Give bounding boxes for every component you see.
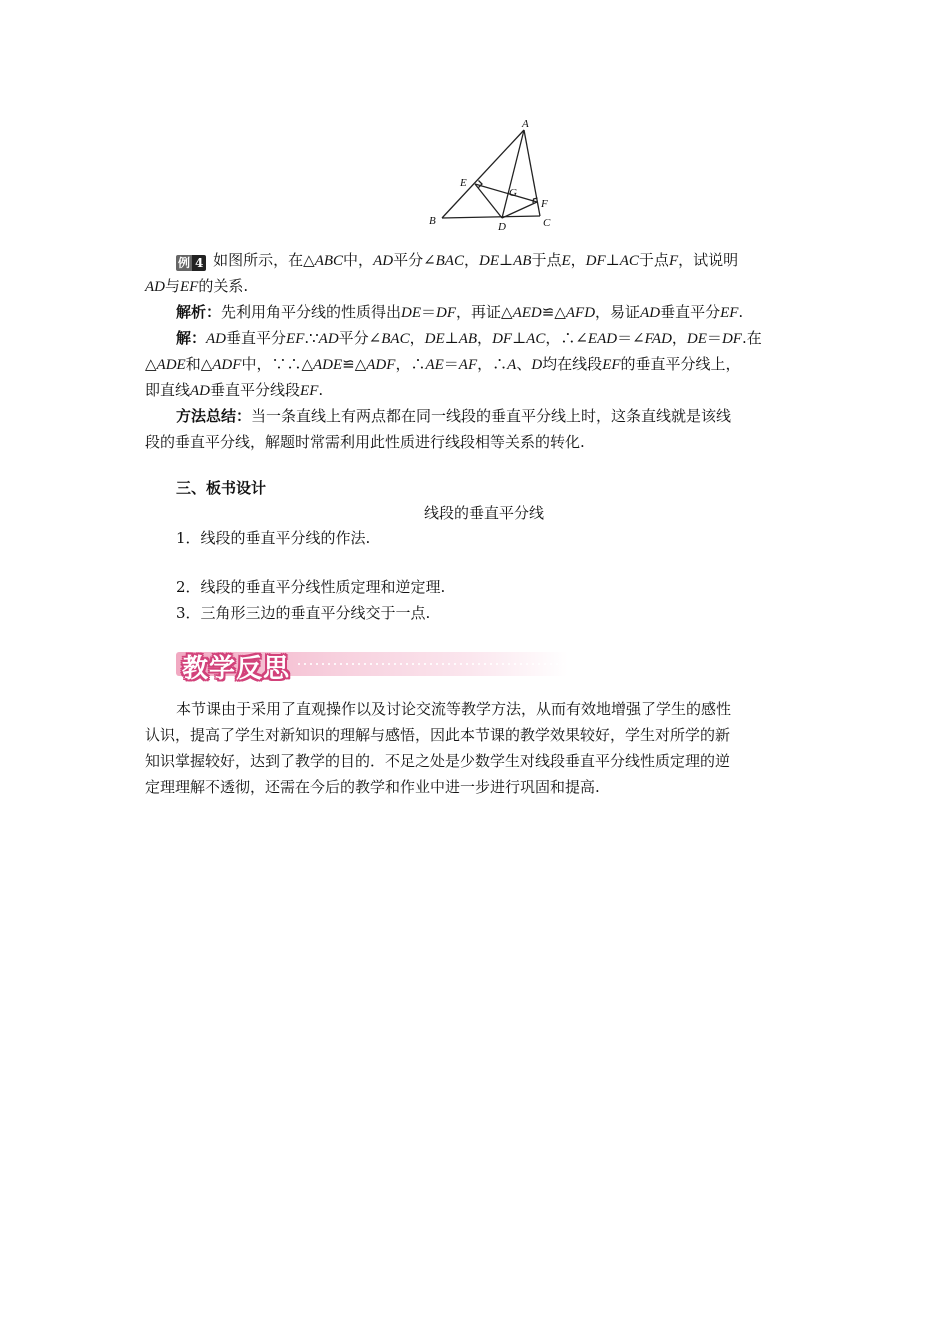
banner-title: 教学反思 — [182, 654, 291, 684]
solution-line-2: △ADE和△ADF中，∵∴△ADE≌△ADF，∴AE＝AF，∴A、D均在线段EF的垂直平分线上， — [145, 355, 741, 373]
reflection-banner — [176, 644, 568, 684]
reflection-line-3: 知识掌握较好，达到了教学的目的．不足之处是少数学生对线段垂直平分线性质定理的逆 — [145, 752, 731, 770]
banner-dots — [296, 663, 566, 665]
label-d: D — [498, 221, 506, 232]
label-b: B — [429, 215, 436, 227]
label-g: G — [509, 187, 517, 199]
label-c: C — [543, 217, 551, 229]
label-f: F — [541, 198, 548, 210]
label-e: E — [460, 177, 467, 189]
label-a: A — [522, 118, 529, 130]
analysis-line: 解析：先利用角平分线的性质得出DE＝DF，再证△AED≌△AFD，易证AD垂直平分EF. — [176, 303, 744, 321]
segment-bc — [442, 216, 540, 218]
triangle-figure — [418, 116, 568, 232]
reflection-line-4: 定理理解不透彻，还需在今后的教学和作业中进一步进行巩固和提高. — [145, 778, 600, 796]
example-badge: 例 4 — [176, 255, 206, 271]
example-question-line-2: AD与EF的关系. — [145, 277, 249, 295]
solution-line-1: 解：AD垂直平分EF.∵AD平分∠BAC，DE⊥AB，DF⊥AC，∴∠EAD＝∠FAD，DE＝DF.在 — [176, 329, 762, 347]
method-summary-line-2: 段的垂直平分线，解题时常需利用此性质进行线段相等关系的转化. — [145, 433, 585, 451]
board-heading: 三、板书设计 — [176, 479, 267, 497]
reflection-line-2: 认识，提高了学生对新知识的理解与感悟，因此本节课的教学效果较好，学生对所学的新 — [145, 726, 731, 744]
board-title: 线段的垂直平分线 — [424, 504, 545, 522]
example-question-line-1: 例 4 如图所示，在△ABC中，AD平分∠BAC，DE⊥AB于点E，DF⊥AC于点F，试说明 — [178, 251, 739, 270]
segment-ac — [524, 130, 540, 216]
method-summary-line-1: 方法总结：当一条直线上有两点都在同一线段的垂直平分线上时，这条直线就是该线 — [176, 407, 732, 425]
board-item-3: 3．三角形三边的垂直平分线交于一点. — [176, 604, 431, 622]
reflection-line-1: 本节课由于采用了直观操作以及讨论交流等教学方法，从而有效地增强了学生的感性 — [176, 700, 732, 718]
segment-ad — [502, 130, 524, 218]
segment-ab — [442, 130, 524, 218]
segment-ef — [475, 184, 537, 202]
segment-de — [475, 184, 502, 218]
board-item-2: 2．线段的垂直平分线性质定理和逆定理. — [176, 578, 446, 596]
solution-line-3: 即直线AD垂直平分线段EF. — [145, 381, 324, 399]
board-item-1: 1．线段的垂直平分线的作法. — [176, 529, 371, 547]
